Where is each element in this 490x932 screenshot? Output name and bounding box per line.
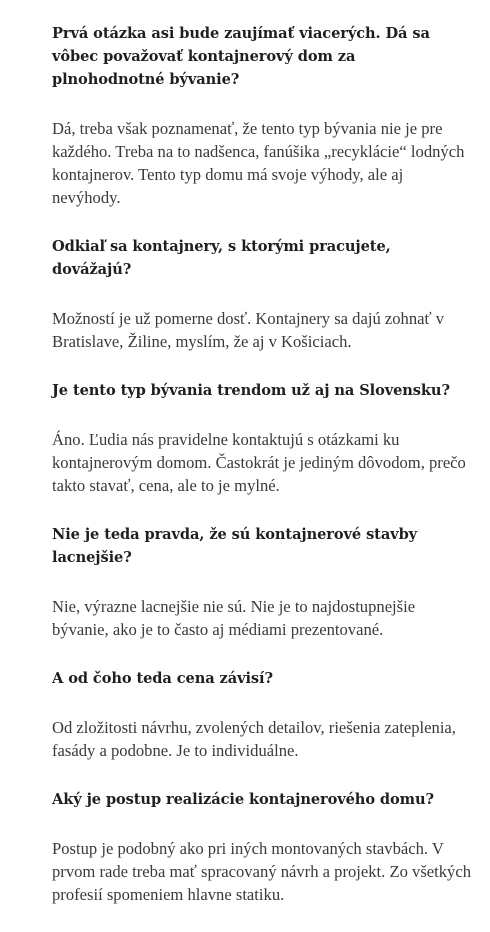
qa-block: [52, 235, 472, 353]
interview-answer: Dá, treba však poznamenať, že tento typ bývania nie je pre každého. Treba na to nadšenca, fanúšika „recyklácie“ lodných kontajnerov. Tento typ domu má svoje výhody, ale aj nevýhody.: [52, 119, 465, 207]
qa-block: [52, 788, 472, 906]
interview-answer: Nie, výrazne lacnejšie nie sú. Nie je to najdostupnejšie bývanie, ako je to často aj médiami prezentované.: [52, 597, 416, 639]
qa-block: [52, 523, 472, 641]
qa-block: [52, 22, 472, 209]
interview-answer: Áno. Ľudia nás pravidelne kontaktujú s otázkami ku kontajnerovým domom. Častokrát je jediným dôvodom, prečo takto stavať, cena, ale to je mylné.: [52, 430, 466, 495]
interview-question: Odkiaľ sa kontajnery, s ktorými pracujete, dovážajú?: [52, 238, 391, 278]
interview-question: Nie je teda pravda, že sú kontajnerové stavby lacnejšie?: [52, 526, 418, 566]
interview-question: A od čoho teda cena závisí?: [52, 670, 273, 687]
interview-question: Prvá otázka asi bude zaujímať viacerých. Dá sa vôbec považovať kontajnerový dom za plnohodnotné bývanie?: [52, 25, 430, 88]
interview-article: [52, 22, 472, 932]
qa-block: [52, 667, 472, 762]
interview-answer: Postup je podobný ako pri iných montovaných stavbách. V prvom rade treba mať spracovaný návrh a projekt. Zo všetkých profesií spomeniem hlavne statiku.: [52, 839, 472, 904]
interview-answer: Od zložitosti návrhu, zvolených detailov, riešenia zateplenia, fasády a podobne. Je to individuálne.: [52, 718, 456, 760]
interview-answer: Možností je už pomerne dosť. Kontajnery sa dajú zohnať v Bratislave, Žiline, myslím, že aj v Košiciach.: [52, 309, 445, 351]
interview-question: Aký je postup realizácie kontajnerového domu?: [52, 791, 434, 808]
qa-block: [52, 379, 472, 497]
interview-question: Je tento typ bývania trendom už aj na Slovensku?: [52, 382, 450, 399]
